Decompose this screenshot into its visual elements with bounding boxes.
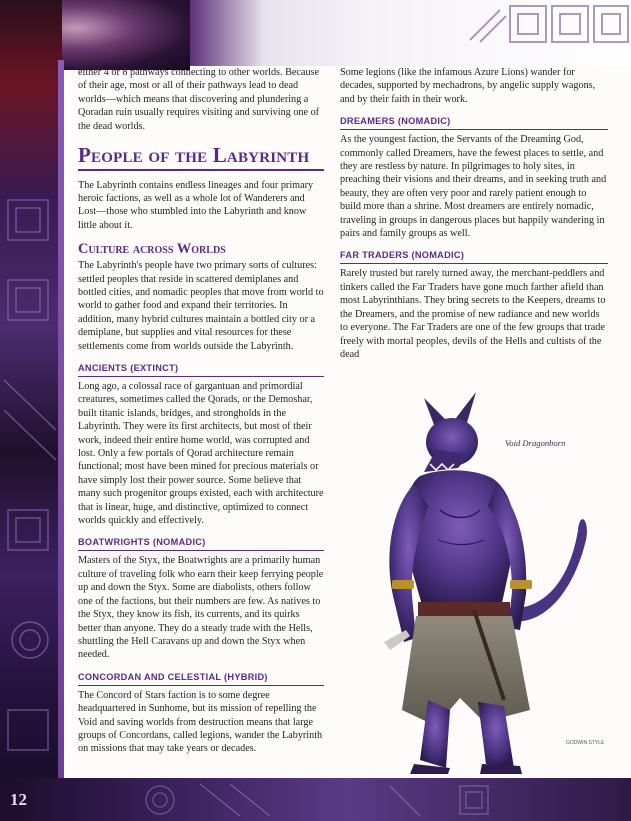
- concordan-heading: CONCORDAN AND CELESTIAL (HYBRID): [78, 671, 268, 682]
- concordan-rule: [78, 685, 324, 686]
- culture-paragraph: The Labyrinth's people have two primary sorts of cultures: settled peoples that reside in scattered demiplanes and bottled cities, and nomadic peoples that move from world to world to gather food and expand their territories. In addition, many hybrid cultures maintain a bottled city or a demiplane, but supplies and vital resources for these settlements come from worlds outside the Labyrinth.: [78, 260, 324, 352]
- boatwrights-rule: [78, 550, 324, 551]
- void-dragonborn-illustration: [354, 380, 614, 775]
- maze-pattern-top: [300, 0, 631, 48]
- right-column: [340, 66, 608, 370]
- page-number: 12: [10, 790, 27, 809]
- dreamers-paragraph: As the youngest faction, the Servants of the Dreaming God, commonly called Dreamers, have the fewest places to settle, and they are restless by nature. In pilgrimages to holy sites, in preaching their visions and their dreams, and in seeking truth and beauty, they are often very poor and rarely patient enough to build more than a shrine. Most dreamers are entirely nomadic, traveling in groups in dangerous places but happily wandering in pairs and family groups as well.: [340, 134, 607, 240]
- fartraders-rule: [340, 263, 608, 264]
- maze-pattern-left: [0, 180, 62, 800]
- fartraders-paragraph: Rarely trusted but rarely turned away, the merchant-peddlers and tinkers called the Far Traders have gone much farther afield than most Labyrinthians. They bring secrets to the Keepers, dreams to the Dreamers, and the promise of new radiance and new worlds to everyone. The Far Traders are one of the few groups that trade freely with mortal peoples, devils of the Hells and cultists of the dead: [340, 268, 606, 360]
- artist-signature: GODWIN STYLE: [566, 740, 605, 746]
- right-intro-paragraph: Some legions (like the infamous Azure Lions) wander for decades, supported by mechadrons, by angelic supply wagons, and by their faith in their work.: [340, 67, 596, 105]
- page-edge-rail: [58, 60, 64, 821]
- section-paragraph: The Labyrinth contains endless lineages and four primary heroic factions, as well as a whole lot of Wanderers and Lost—those who stumbled into the Labyrinth and know little about it.: [78, 179, 314, 231]
- dreamers-rule: [340, 129, 608, 130]
- culture-heading: Culture across Worlds: [78, 241, 226, 258]
- ancients-rule: [78, 376, 324, 377]
- concordan-paragraph: The Concord of Stars faction is to some degree headquartered in Sunhome, but its mission of repelling the Void and saving worlds from destruction means that large groups of Concordans, called legions, wander the Labyrinth on missions that may take years or decades.: [78, 689, 323, 755]
- section-rule: [78, 169, 324, 171]
- ancients-paragraph: Long ago, a colossal race of gargantuan and primordial creatures, sometimes called the Qorads, or the Demoshar, built titanic islands, bridges, and strongholds in the Labyrinth. They were its first architects, but most of their work, indeed their entire home world, was corrupted and lost. Only a few portals of Qorad architecture remain functional; most have been mined for precious materials or have simply lost their power source. Some believe that many such progenitor groups existed, each with architecture that is linear, huge, and distinctive, optimized to connect worlds quickly and effectively.: [78, 381, 324, 527]
- dreamers-heading: DREAMERS (NOMADIC): [340, 116, 451, 127]
- illustration-caption: Void Dragonborn: [505, 438, 566, 448]
- maze-pattern-bottom: [60, 780, 631, 821]
- left-column: [78, 66, 324, 765]
- boatwrights-heading: BOATWRIGHTS (NOMADIC): [78, 537, 206, 548]
- ancients-heading: ANCIENTS (EXTINCT): [78, 363, 179, 373]
- fartraders-heading: FAR TRADERS (NOMADIC): [340, 250, 465, 261]
- boatwrights-paragraph: Masters of the Styx, the Boatwrights are a primarily human culture of traveling folk who earn their keep ferrying people up and down the Styx. Some are diabolists, others follow one of the factions, but their numbers are few. As natives to the Styx, they know its fish, its currents, and its quirks better than anyone. They do a steady trade with the Hells, shuttling the Hell Caravans up and down the Styx when needed.: [78, 555, 324, 661]
- left-intro-paragraph: either 4 or 8 pathways connecting to other worlds. Because of their age, most or all of their pathways lead to dead worlds—which means that discovering and plundering a Qoradan ruin usually requires visiting and surviving one of the dead worlds.: [78, 67, 320, 132]
- section-title: People of the Labyrinth: [78, 143, 310, 168]
